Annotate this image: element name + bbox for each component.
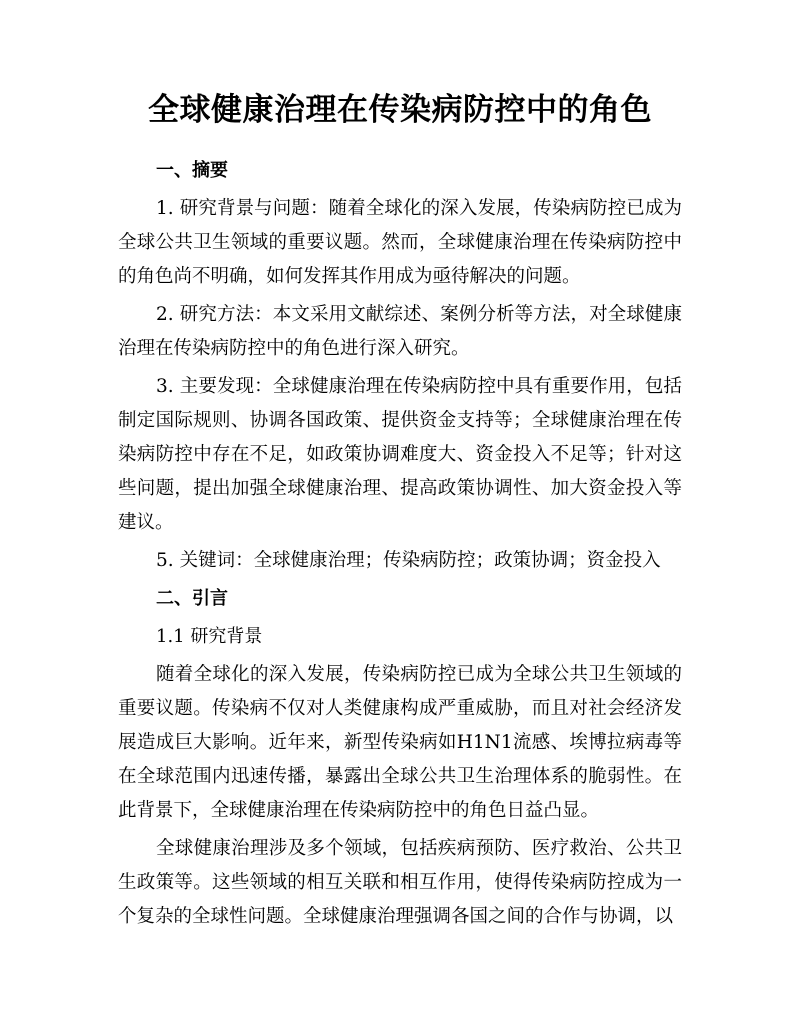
abstract-item-2 (118, 298, 682, 366)
abstract-item-text: 关键词：全球健康治理；传染病防控；政策协调；资金投入 (179, 550, 661, 571)
subsection-heading-background: 1.1 研究背景 (156, 626, 263, 647)
abstract-item-text: 研究方法：本文采用文献综述、案例分析等方法，对全球健康治理在传染病防控中的角色进行深入研究。 (118, 304, 682, 359)
document-title: 全球健康治理在传染病防控中的角色 (148, 92, 652, 128)
body-paragraph-1: 随着全球化的深入发展，传染病防控已成为全球公共卫生领域的重要议题。传染病不仅对人类健康构成严重威胁，而且对社会经济发展造成巨大影响。近年来，新型传染病如H1N1流感、埃博拉病毒等在全球范围内迅速传播，暴露出全球公共卫生治理体系的脆弱性。在此背景下，全球健康治理在传染病防控中的角色日益凸显。 (118, 664, 682, 821)
abstract-item-text: 研究背景与问题：随着全球化的深入发展，传染病防控已成为全球公共卫生领域的重要议题。然而，全球健康治理在传染病防控中的角色尚不明确，如何发挥其作用成为亟待解决的问题。 (118, 198, 682, 287)
body-paragraph-2: 全球健康治理涉及多个领域，包括疾病预防、医疗救治、公共卫生政策等。这些领域的相互关联和相互作用，使得传染病防控成为一个复杂的全球性问题。全球健康治理强调各国之间的合作与协调，以 (118, 838, 682, 927)
abstract-item-number: 2. (156, 304, 174, 325)
section-heading-introduction: 二、引言 (156, 588, 228, 609)
abstract-item-keywords (118, 544, 682, 578)
abstract-item-number: 3. (156, 376, 174, 397)
abstract-item-number: 5. (156, 550, 174, 571)
abstract-item-number: 1. (156, 198, 174, 219)
abstract-item-text: 主要发现：全球健康治理在传染病防控中具有重要作用，包括制定国际规则、协调各国政策、提供资金支持等；全球健康治理在传染病防控中存在不足，如政策协调难度大、资金投入不足等；针对这些问题，提出加强全球健康治理、提高政策协调性、加大资金投入等建议。 (118, 376, 682, 533)
section-heading-abstract: 一、摘要 (156, 160, 228, 181)
abstract-item-1 (118, 192, 682, 294)
abstract-item-3 (118, 370, 682, 540)
